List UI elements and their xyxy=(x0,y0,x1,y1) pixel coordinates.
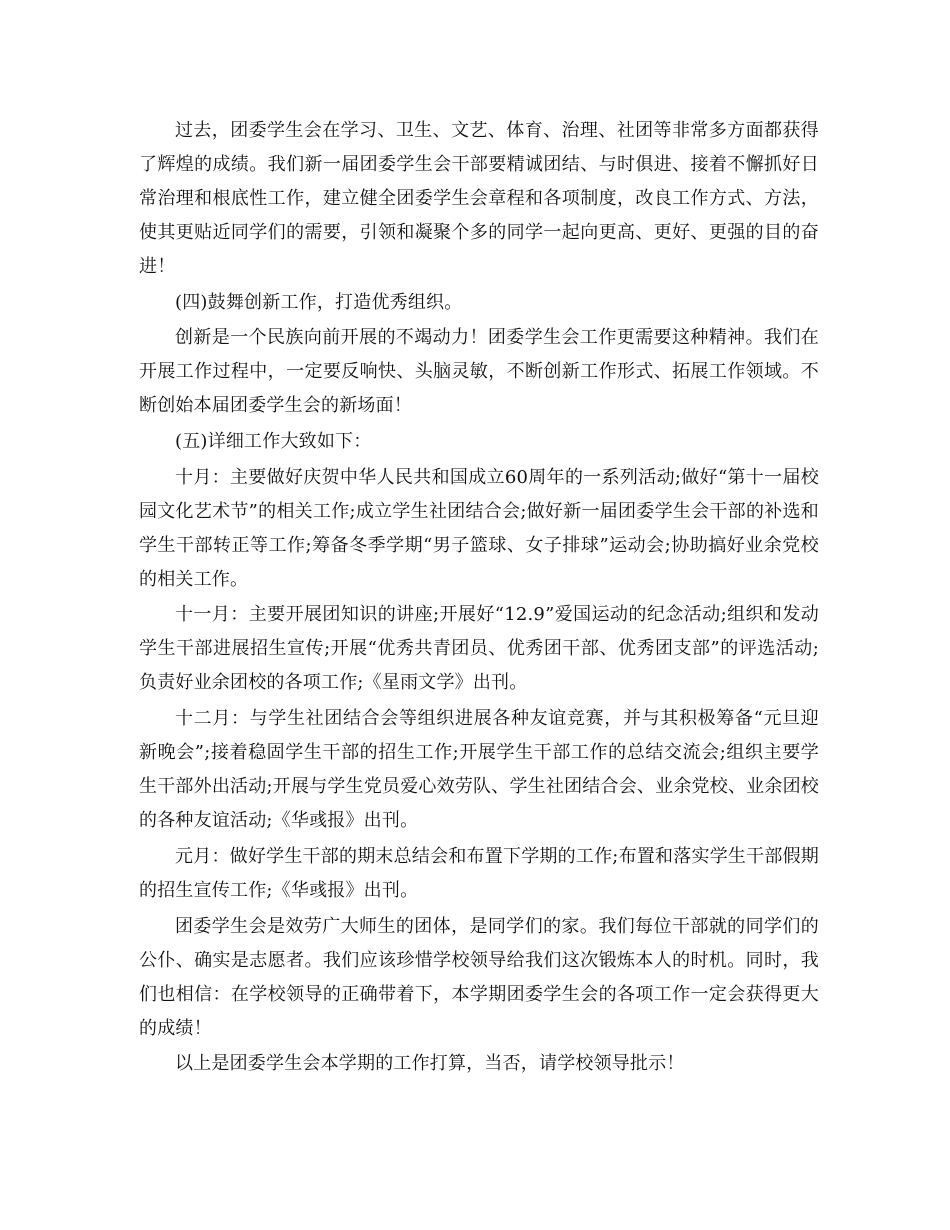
paragraph-january: 元月：做好学生干部的期末总结会和布置下学期的工作;布置和落实学生干部假期的招生宣传工作;《华彧报》出刊。 xyxy=(139,845,819,901)
paragraph-innovation: 创新是一个民族向前开展的不竭动力！团委学生会工作更需要这种精神。我们在开展工作过程中，一定要反响快、头脑灵敏，不断创新工作形式、拓展工作领域。不断创始本届团委学生会的新场面！ xyxy=(139,327,819,417)
paragraph-november: 十一月：主要开展团知识的讲座;开展好“12.9”爱国运动的纪念活动;组织和发动学生干部进展招生宣传;开展“优秀共青团员、优秀团干部、优秀团支部”的评选活动;负责好业余团校的各项工作;《星雨文学》出刊。 xyxy=(139,604,819,694)
paragraph-closing: 团委学生会是效劳广大师生的团体，是同学们的家。我们每位干部就的同学们的公仆、确实是志愿者。我们应该珍惜学校领导给我们这次锻炼本人的时机。同时，我们也相信：在学校领导的正确带着下，本学期团委学生会的各项工作一定会获得更大的成绩！ xyxy=(139,915,819,1039)
document-body xyxy=(139,114,819,1083)
paragraph-december: 十二月：与学生社团结合会等组织进展各种友谊竞赛，并与其积极筹备“元旦迎新晚会”;接着稳固学生干部的招生工作;开展学生干部工作的总结交流会;组织主要学生干部外出活动;开展与学生党员爱心效劳队、学生社团结合会、业余党校、业余团校的各种友谊活动;《华彧报》出刊。 xyxy=(139,708,819,832)
paragraph-october: 十月：主要做好庆贺中华人民共和国成立60周年的一系列活动;做好“第十一届校园文化艺术节”的相关工作;成立学生社团结合会;做好新一届团委学生会干部的补选和学生干部转正等工作;筹备冬季学期“男子篮球、女子排球”运动会;协助搞好业余党校的相关工作。 xyxy=(139,466,819,590)
section-heading-innovation: (四)鼓舞创新工作，打造优秀组织。 xyxy=(175,291,463,313)
paragraph-request-approval: 以上是团委学生会本学期的工作打算，当否，请学校领导批示！ xyxy=(175,1053,685,1075)
paragraph-achievements: 过去，团委学生会在学习、卫生、文艺、体育、治理、社团等非常多方面都获得了辉煌的成绩。我们新一届团委学生会干部要精诚团结、与时俱进、接着不懈抓好日常治理和根底性工作，建立健全团委学生会章程和各项制度，改良工作方式、方法，使其更贴近同学们的需要，引领和凝聚个多的同学一起向更高、更好、更强的目的奋进！ xyxy=(139,120,819,277)
section-heading-work-plan: (五)详细工作大致如下： xyxy=(175,431,372,453)
